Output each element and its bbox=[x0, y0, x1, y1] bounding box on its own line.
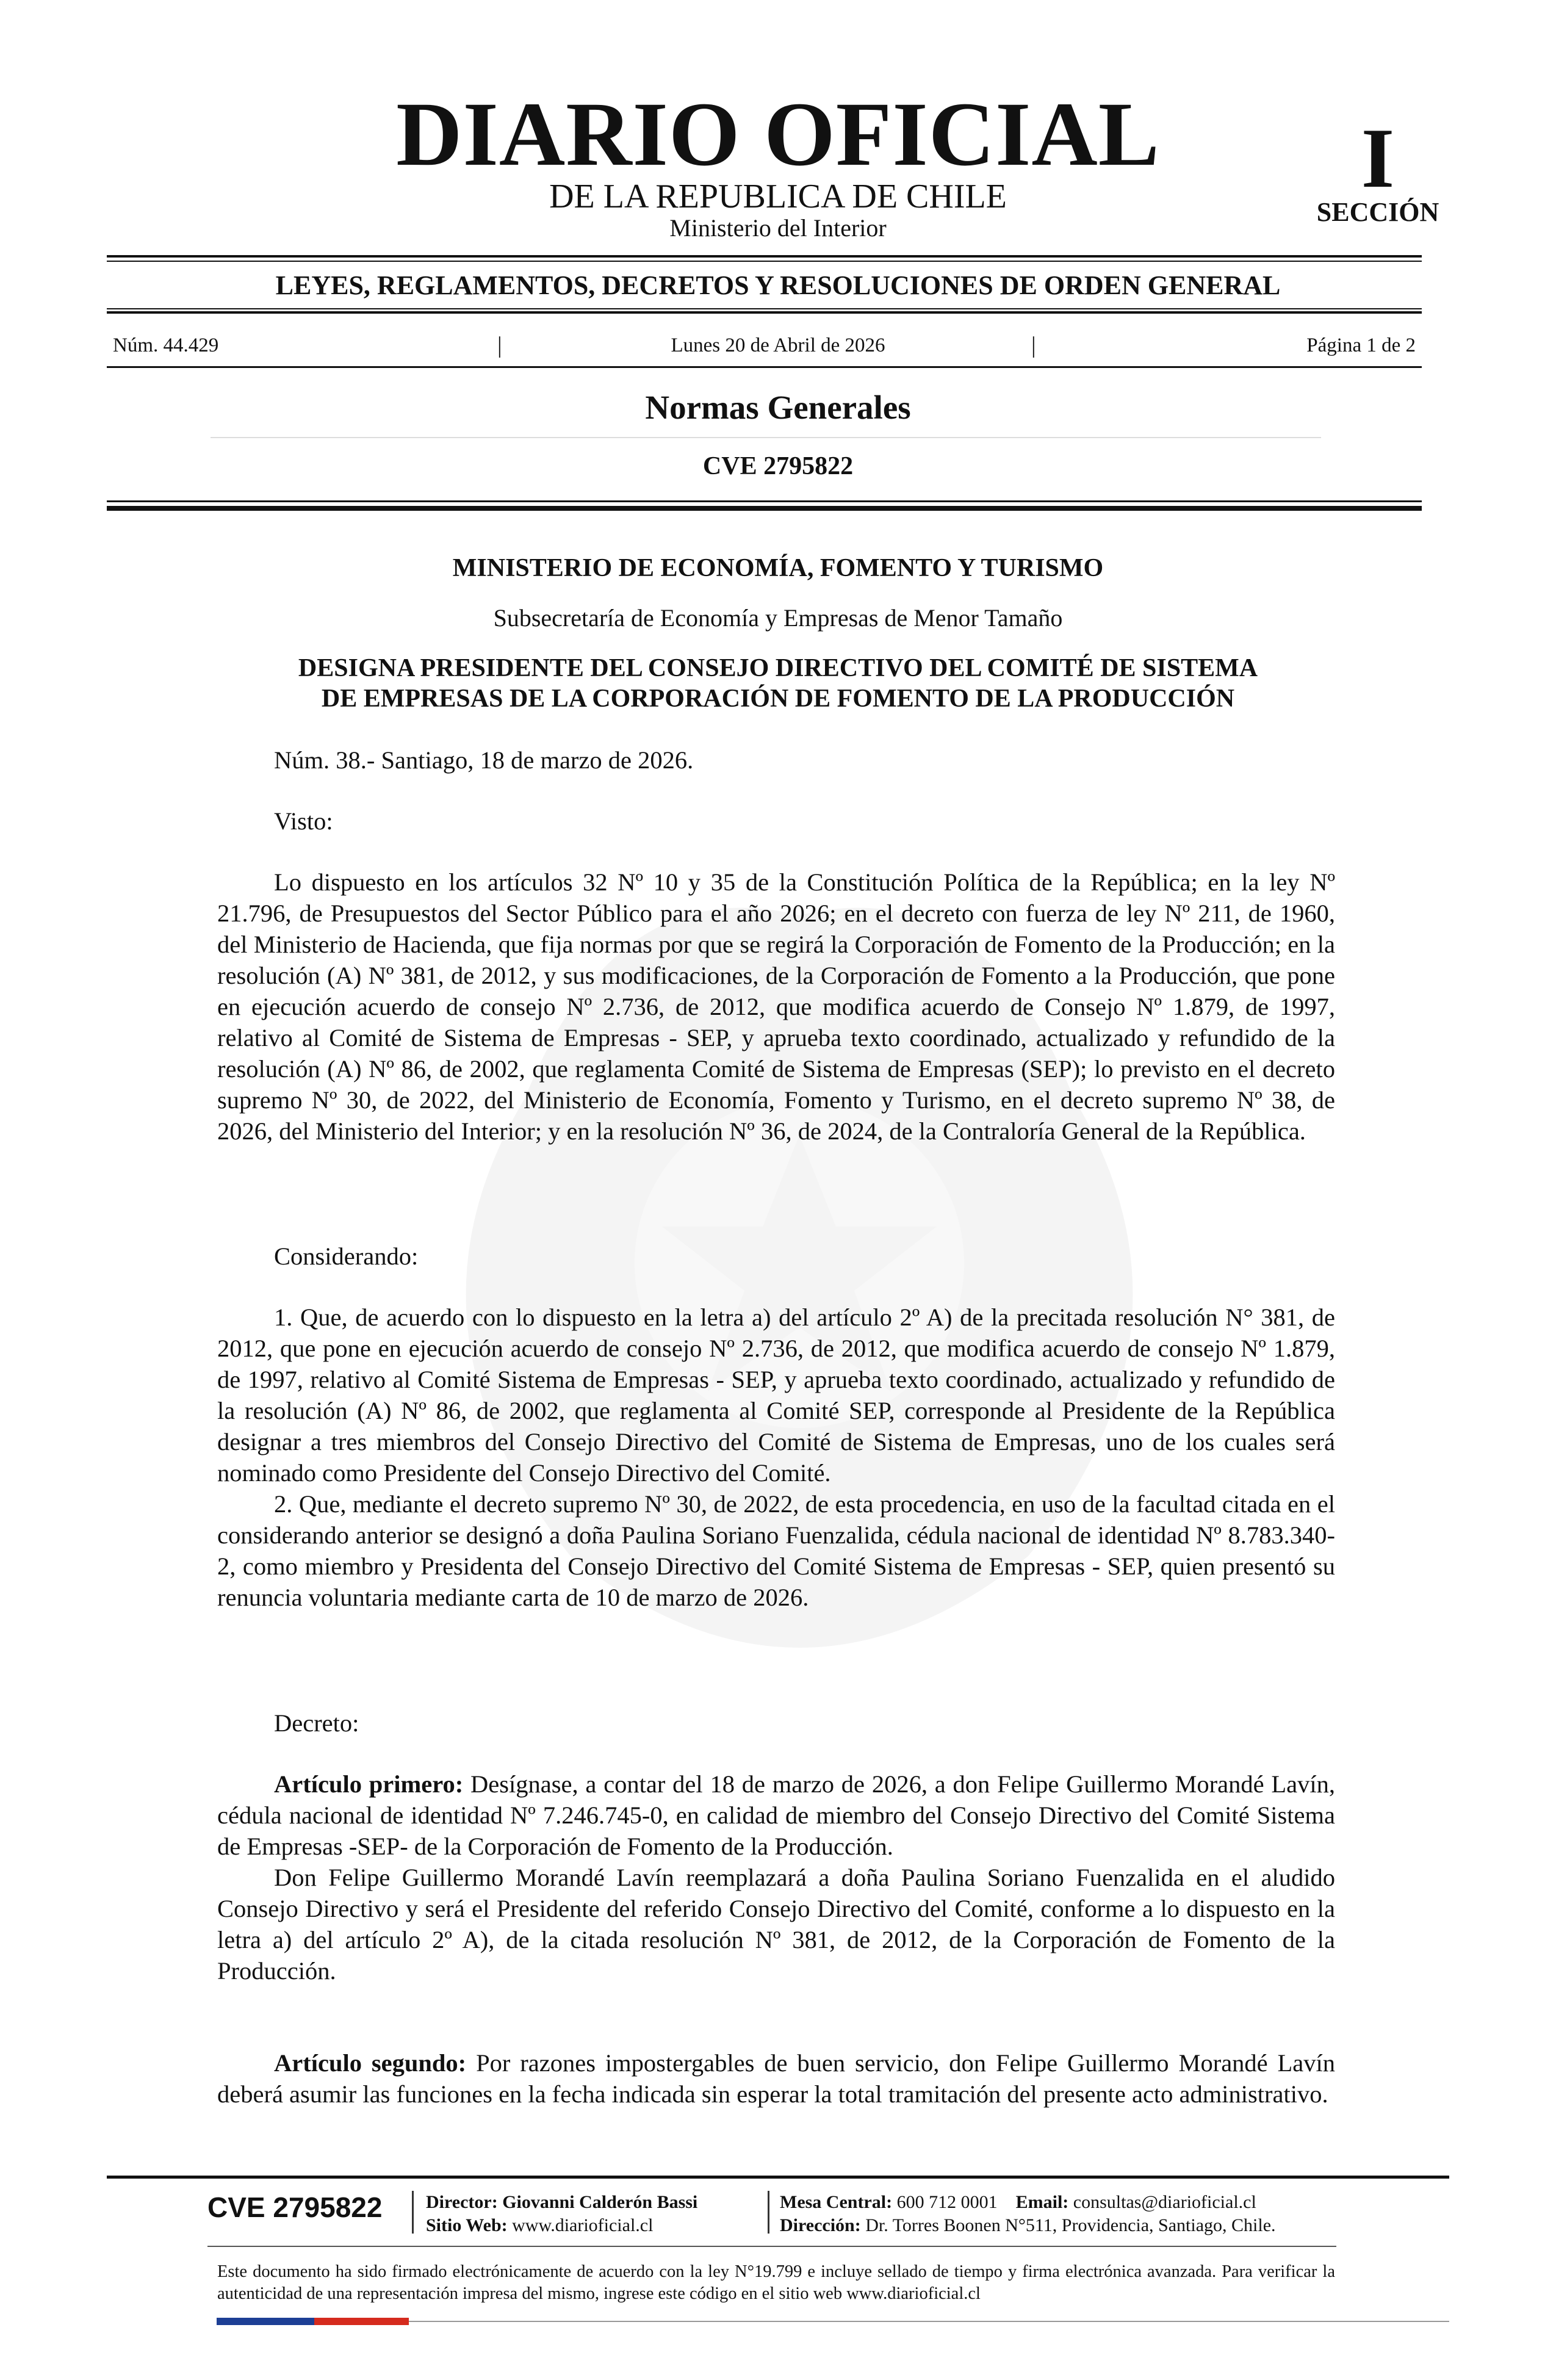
section-heading-rule bbox=[211, 437, 1321, 438]
masthead-ministry: Ministerio del Interior bbox=[669, 214, 887, 242]
visto-paragraph bbox=[217, 867, 1335, 1147]
section-number: I bbox=[1361, 111, 1395, 206]
flag-stripe-blue bbox=[217, 2318, 314, 2325]
footer-address-label: Dirección: bbox=[780, 2215, 861, 2235]
decreto-label: Decreto: bbox=[274, 1709, 359, 1737]
article-1-paragraph bbox=[217, 1769, 1335, 1862]
flag-stripe-red bbox=[314, 2318, 409, 2325]
footer-director-name: Giovanni Calderón Bassi bbox=[502, 2192, 698, 2212]
footer-director-label: Director: bbox=[426, 2192, 498, 2212]
issue-page: Página 1 de 2 bbox=[1306, 334, 1416, 356]
masthead-subtitle: DE LA REPUBLICA DE CHILE bbox=[549, 178, 1007, 215]
footer-email-link[interactable]: consultas@diarioficial.cl bbox=[1073, 2192, 1256, 2212]
footer-separator-1 bbox=[412, 2191, 414, 2234]
considerando-paragraphs bbox=[217, 1302, 1335, 1613]
banner-text: LEYES, REGLAMENTOS, DECRETOS Y RESOLUCIONES DE ORDEN GENERAL bbox=[275, 270, 1281, 300]
issue-separator-1: | bbox=[497, 333, 502, 358]
article-2-paragraph bbox=[217, 2047, 1335, 2110]
masthead-title: DIARIO OFICIAL bbox=[396, 84, 1160, 185]
issue-number: Núm. 44.429 bbox=[113, 334, 219, 356]
considerando-2: 2. Que, mediante el decreto supremo Nº 30, de 2022, de esta procedencia, en uso de la facultad citada en el considerando anterior se designó a doña Paulina Soriano Fuenzalida, cédula nacional de identidad Nº 8.783.340-2, como miembro y Presidenta del Consejo Directivo del Comité Sistema de Empresas - SEP, quien presentó su renuncia voluntaria mediante carta de 10 de marzo de 2026. bbox=[217, 1490, 1335, 1611]
section-heading: Normas Generales bbox=[645, 389, 911, 426]
banner-rule bbox=[107, 311, 1422, 314]
footer-signature-note: Este documento ha sido firmado electrónicamente de acuerdo con la ley N°19.799 e incluye sellado de tiempo y firma electrónica avanzada. Para verificar la autenticidad de una representación impresa del mismo, ingrese este código en el sitio web www.diarioficial.cl bbox=[217, 2262, 1335, 2303]
footer-rule-mid bbox=[207, 2246, 1336, 2247]
issue-separator-2: | bbox=[1031, 333, 1036, 358]
issue-rule bbox=[107, 366, 1422, 368]
banner-rule-thin bbox=[107, 308, 1422, 309]
decree-title-line-2: DE EMPRESAS DE LA CORPORACIÓN DE FOMENTO DE LA PRODUCCIÓN bbox=[321, 685, 1235, 713]
footer-site-label: Sitio Web: bbox=[426, 2215, 508, 2235]
decree-title bbox=[183, 653, 1373, 714]
visto-text: Lo dispuesto en los artículos 32 Nº 10 y 35 de la Constitución Política de la República; en la ley Nº 21.796, de Presupuestos del Sector Público para el año 2026; en el decreto con fuerza de ley Nº 211, de 1960, del Ministerio de Hacienda, que fija normas por que se regirá la Corporación de Fomento de la Producción; en la resolución (A) Nº 381, de 2012, y sus modificaciones, de la Corporación de Fomento a la Producción, que pone en ejecución acuerdo de consejo Nº 2.736, de 2012, que modifica acuerdo de Consejo Nº 1.879, de 1997, relativo al Comité de Sistema de Empresas - SEP, y aprueba texto coordinado, actualizado y refundido de la resolución (A) Nº 86, de 2002, que reglamenta Comité de Sistema de Empresas (SEP); lo previsto en el decreto supremo Nº 30, de 2022, del Ministerio de Economía, Fomento y Turismo, en el decreto supremo Nº 38, de 2026, del Ministerio del Interior; y en la resolución Nº 36, de 2024, de la Contraloría General de la República. bbox=[217, 868, 1335, 1145]
visto-label: Visto: bbox=[274, 807, 333, 835]
article-1-label: Artículo primero: bbox=[274, 1770, 464, 1798]
header-rule-thin bbox=[107, 500, 1422, 502]
cve-heading: CVE 2795822 bbox=[702, 452, 854, 480]
footer-rule-bottom bbox=[409, 2321, 1449, 2322]
footer-email-label: Email: bbox=[1015, 2192, 1069, 2212]
section-label: SECCIÓN bbox=[1316, 197, 1439, 227]
article-2-text: Por razones impostergables de buen servicio, don Felipe Guillermo Morandé Lavín deberá asumir las funciones en la fecha indicada sin esperar la total tramitación del presente acto administrativo. bbox=[217, 2049, 1336, 2108]
article-1-paragraph-2: Don Felipe Guillermo Morandé Lavín reemplazará a doña Paulina Soriano Fuenzalida en el aludido Consejo Directivo y será el Presidente del referido Consejo Directivo del Comité, conforme a lo dispuesto en la letra a) del artículo 2º A), de la citada resolución Nº 381, de 2012, de la Corporación de Fomento de la Producción. bbox=[217, 1864, 1335, 1985]
masthead-rule-top-thin bbox=[107, 261, 1422, 262]
footer-contact-block bbox=[780, 2191, 1276, 2237]
masthead-rule-top bbox=[107, 255, 1422, 258]
issue-date: Lunes 20 de Abril de 2026 bbox=[671, 334, 885, 356]
subsecretary-heading: Subsecretaría de Economía y Empresas de Menor Tamaño bbox=[493, 604, 1063, 632]
footer-mesa-label: Mesa Central: bbox=[780, 2192, 893, 2212]
footer-address-value: Dr. Torres Boonen N°511, Providencia, Santiago, Chile. bbox=[865, 2215, 1276, 2235]
footer-cve: CVE 2795822 bbox=[207, 2191, 383, 2223]
footer-mesa-value: 600 712 0001 bbox=[896, 2192, 998, 2212]
footer-director-block bbox=[426, 2191, 697, 2237]
article-1 bbox=[217, 1769, 1335, 1986]
header-rule-thick bbox=[107, 506, 1422, 511]
ministry-heading: MINISTERIO DE ECONOMÍA, FOMENTO Y TURISMO bbox=[452, 554, 1104, 582]
footer-separator-2 bbox=[768, 2191, 769, 2234]
decree-title-line-1: DESIGNA PRESIDENTE DEL CONSEJO DIRECTIVO DEL COMITÉ DE SISTEMA bbox=[298, 654, 1258, 682]
decree-number-line: Núm. 38.- Santiago, 18 de marzo de 2026. bbox=[274, 746, 694, 774]
considerando-1: 1. Que, de acuerdo con lo dispuesto en la letra a) del artículo 2º A) de la precitada resolución N° 381, de 2012, que pone en ejecución acuerdo de consejo Nº 2.736, de 2012, que modifica acuerdo de consejo Nº 1.879, de 1997, relativo al Comité Sistema de Empresas - SEP, y aprueba texto coordinado, actualizado y refundido de la resolución (A) Nº 86, de 2002, que reglamenta al Comité SEP, corresponde al Presidente de la República designar a tres miembros del Consejo Directivo del Comité de Sistema de Empresas, uno de los cuales será nominado como Presidente del Consejo Directivo del Comité. bbox=[217, 1304, 1335, 1487]
article-2 bbox=[217, 2047, 1335, 2110]
considerando-label: Considerando: bbox=[274, 1242, 419, 1270]
article-1-text: Desígnase, a contar del 18 de marzo de 2026, a don Felipe Guillermo Morandé Lavín, cédula nacional de identidad Nº 7.246.745-0, en calidad de miembro del Consejo Directivo del Comité Sistema de Empresas -SEP- de la Corporación de Fomento de la Producción. bbox=[217, 1770, 1335, 1860]
article-2-label: Artículo segundo: bbox=[274, 2049, 467, 2077]
footer-site-link[interactable]: www.diarioficial.cl bbox=[512, 2215, 654, 2235]
footer-rule-top bbox=[107, 2176, 1449, 2179]
